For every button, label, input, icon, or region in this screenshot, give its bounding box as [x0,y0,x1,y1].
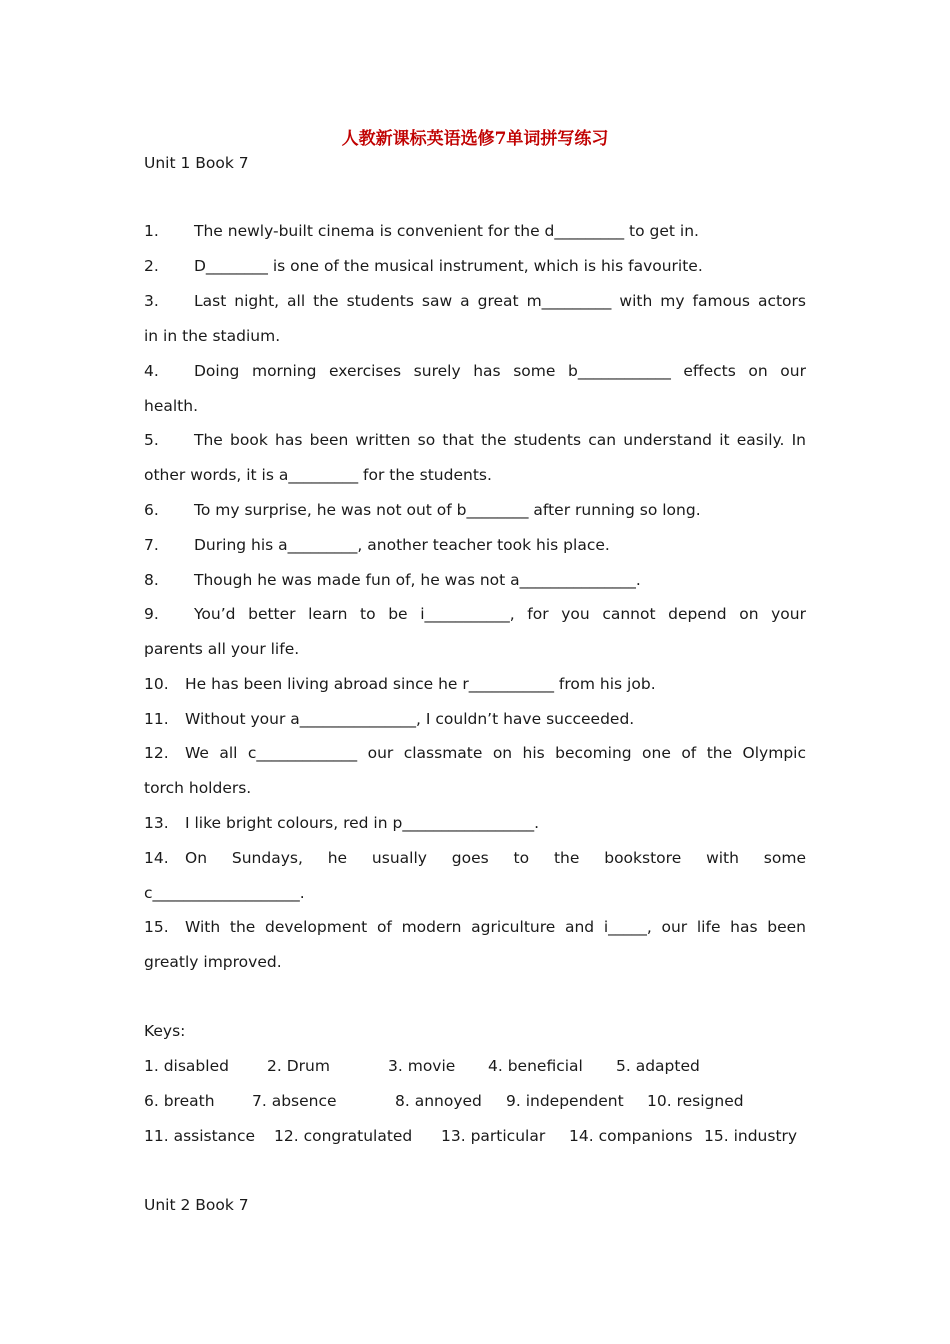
question-number: 7. [144,536,159,554]
question-number: 12. [144,744,169,762]
answer-key: 2. Drum [267,1057,330,1075]
question-text: The newly-built cinema is convenient for the d_________ to get in. [194,222,699,240]
question-item [144,603,806,625]
question-number: 4. [144,362,159,380]
question-item [144,916,806,938]
question-item [144,499,806,521]
question-number: 5. [144,431,159,449]
question-continuation: health. [144,397,198,415]
question-continuation: torch holders. [144,779,252,797]
question-text: Though he was made fun of, he was not a_______________. [194,571,641,589]
question-text: Doing morning exercises surely has some b____________ effects on our [194,362,806,380]
question-item [144,812,806,834]
question-number: 13. [144,814,169,832]
question-continuation: in in the stadium. [144,327,281,345]
answer-key: 3. movie [388,1057,456,1075]
question-text: Last night, all the students saw a great m_________ with my famous actors [194,292,806,310]
question-text: To my surprise, he was not out of b________ after running so long. [194,501,701,519]
answer-key: 10. resigned [647,1092,744,1110]
question-item [144,708,806,730]
question-item [144,429,806,451]
question-item [144,255,806,277]
question-item [144,360,806,382]
question-text: The book has been written so that the students can understand it easily. In [194,431,806,449]
question-continuation: c___________________. [144,884,305,902]
question-item [144,847,806,869]
question-text: He has been living abroad since he r___________ from his job. [185,675,656,693]
question-text: Without your a_______________, I couldn’t have succeeded. [185,710,635,728]
answer-key: 9. independent [506,1092,624,1110]
question-number: 9. [144,605,159,623]
question-number: 1. [144,222,159,240]
question-number: 3. [144,292,159,310]
question-number: 10. [144,675,169,693]
page-title: 人教新课标英语选修7单词拼写练习 [341,129,609,149]
answer-key: 8. annoyed [395,1092,482,1110]
question-number: 14. [144,849,169,867]
question-number: 15. [144,918,169,936]
question-number: 11. [144,710,169,728]
keys-label: Keys: [144,1022,186,1040]
unit2-heading: Unit 2 Book 7 [144,1196,249,1214]
answer-key: 12. congratulated [274,1127,413,1145]
question-text: During his a_________, another teacher took his place. [194,536,610,554]
answer-key: 7. absence [252,1092,337,1110]
question-text: You’d better learn to be i___________, for you cannot depend on your [194,605,806,623]
answer-key: 1. disabled [144,1057,229,1075]
question-text: D________ is one of the musical instrument, which is his favourite. [194,257,703,275]
question-item [144,742,806,764]
answer-key: 4. beneficial [488,1057,583,1075]
question-number: 2. [144,257,159,275]
unit1-heading: Unit 1 Book 7 [144,154,249,172]
question-text: I like bright colours, red in p_________________. [185,814,540,832]
question-item [144,220,806,242]
answer-key: 13. particular [441,1127,546,1145]
answer-key: 14. companions [569,1127,693,1145]
answer-key: 5. adapted [616,1057,700,1075]
question-continuation: other words, it is a_________ for the students. [144,466,492,484]
question-item [144,673,806,695]
answer-key: 11. assistance [144,1127,256,1145]
answer-key: 15. industry [704,1127,798,1145]
question-number: 8. [144,571,159,589]
question-item [144,290,806,312]
question-continuation: parents all your life. [144,640,300,658]
question-text: With the development of modern agriculture and i_____, our life has been [185,918,806,936]
question-item [144,569,806,591]
question-text: On Sundays, he usually goes to the bookstore with some [185,849,806,867]
question-item [144,534,806,556]
question-number: 6. [144,501,159,519]
answer-key: 6. breath [144,1092,215,1110]
question-text: We all c_____________ our classmate on his becoming one of the Olympic [185,744,806,762]
question-continuation: greatly improved. [144,953,282,971]
